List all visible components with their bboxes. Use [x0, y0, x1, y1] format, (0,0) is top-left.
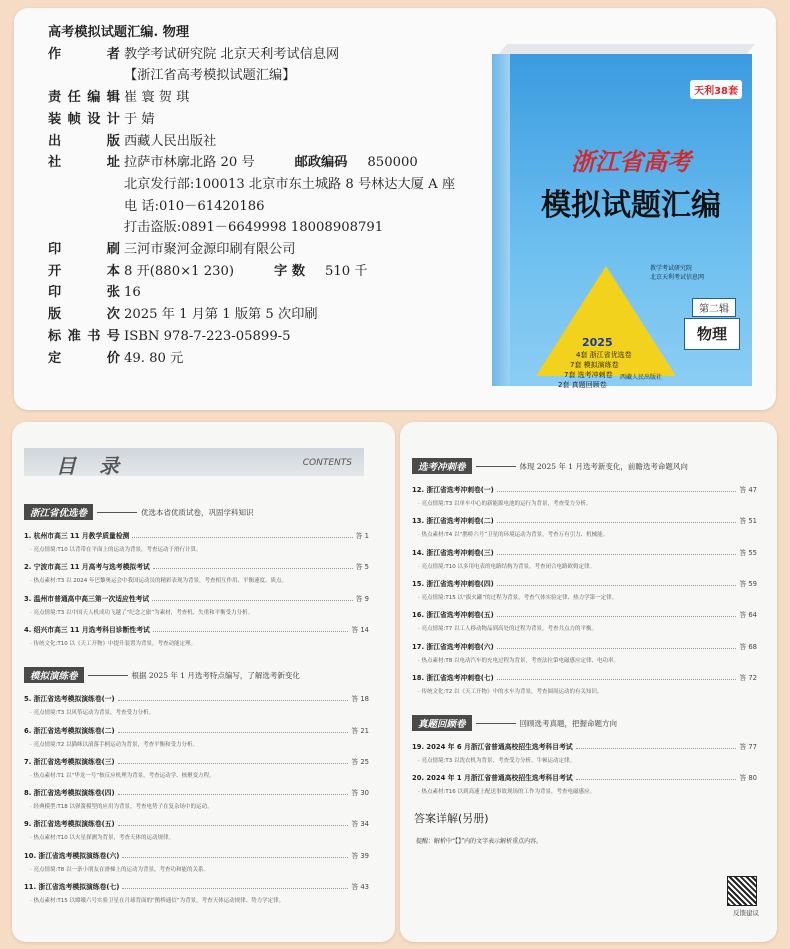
qr-code[interactable]: [727, 876, 757, 906]
section-tag: 选考冲刺卷: [412, 458, 472, 474]
toc-entry-page: 答 5: [355, 563, 369, 572]
toc-entry-page: 答 14: [351, 625, 369, 634]
dot-leader: [497, 554, 737, 555]
toc-entry-desc: · 亮点情境:T10 以多用电表的电路结构为背景，考查闭合电路欧姆定律。: [418, 563, 595, 570]
info-row: [48, 109, 455, 131]
info-value: 2025 年 1 月第 1 版第 5 次印刷: [124, 307, 318, 323]
toc-entry-page: 答 25: [351, 757, 369, 766]
dot-leader: [118, 825, 349, 826]
toc-entry-desc: · 热点素材:T15 以嫦娥六号实验卫星在月球背面的“鹊桥通信”为背景，考查天体运动规律、势力学定律。: [30, 898, 285, 904]
section-note: 根据 2025 年 1 月选考特点编写，了解选考新变化: [131, 670, 300, 680]
toc-entry[interactable]: [412, 547, 757, 570]
brand-logo: 天利38套: [690, 80, 742, 99]
toc-page-left: [12, 422, 395, 942]
info-label: 作 者: [48, 46, 120, 62]
toc-entry[interactable]: [24, 787, 369, 810]
dot-leader: [153, 631, 349, 632]
dot-leader: [153, 568, 353, 569]
section-header: [412, 458, 688, 474]
toc-entry[interactable]: [24, 530, 369, 553]
toc-entry-title: 19. 2024 年 6 月浙江省普通高校招生选考科目考试: [412, 743, 573, 752]
info-value: 电 话:010－61420186: [124, 198, 265, 214]
info-row: [48, 44, 455, 66]
toc-entry-title: 17. 浙江省选考冲刺卷(六): [412, 642, 494, 651]
dot-leader: [497, 648, 737, 649]
section-note: 回顾选考真题，把握命题方向: [519, 718, 618, 728]
info-row: [48, 131, 455, 153]
info-row: [48, 174, 455, 196]
toc-contents-label: CONTENTS: [302, 458, 352, 468]
toc-entry-page: 答 1: [355, 532, 369, 540]
toc-entry-desc: · 亮点情境:T3 以风筝运动为背景，考查受力分析。: [30, 710, 154, 717]
dot-leader: [122, 857, 348, 858]
toc-entry-page: 答 80: [739, 774, 757, 783]
section-divider: [476, 723, 516, 724]
info-value: 于 婧: [124, 111, 155, 127]
dot-leader: [152, 600, 352, 601]
toc-entry-desc: · 亮点情境:T8 以一条小朋友在滑梯上的运动为背景，考查功和能的关系。: [30, 866, 209, 873]
info-label: 版 次: [48, 307, 120, 323]
toc-entry-desc: · 传统文化:T10 以《天工开物》中提升装置为背景，考查动能定理。: [30, 640, 196, 647]
dot-leader: [497, 491, 737, 492]
info-extra-label: 字 数: [274, 263, 306, 279]
toc-entry-title: 15. 浙江省选考冲刺卷(四): [412, 579, 494, 588]
toc-entry-page: 答 64: [739, 611, 757, 620]
info-value: 三河市聚河金源印刷有限公司: [124, 242, 296, 258]
dot-leader: [122, 888, 348, 889]
info-row: [48, 196, 455, 218]
info-value: 拉萨市林廓北路 20 号: [124, 155, 255, 171]
cover-publisher: 西藏人民出版社: [620, 374, 663, 381]
info-row: [48, 87, 455, 109]
subject-badge: 物理: [684, 318, 740, 350]
answers-heading: 答案详解(另册): [414, 812, 489, 825]
cover-author: 教学考试研究院 北京天利考试信息网: [650, 265, 705, 281]
info-value: 49. 80 元: [124, 350, 184, 366]
toc-entry[interactable]: [412, 515, 757, 538]
copyright-page: [14, 8, 776, 410]
toc-entry-title: 14. 浙江省选考冲刺卷(三): [412, 548, 494, 557]
toc-entry[interactable]: [24, 593, 369, 616]
toc-entry-desc: · 经典模型:T18 以弹簧模型的应用为背景，考查电势子在复杂场中的运动。: [30, 804, 213, 811]
toc-entry-page: 答 55: [739, 548, 757, 557]
toc-entry-title: 11. 浙江省选考模拟演练卷(七): [24, 883, 120, 891]
toc-entry-desc: · 热点素材:T10 以火星探测为背景，考查天体的运动规律。: [30, 835, 174, 842]
toc-entry-title: 16. 浙江省选考冲刺卷(五): [412, 611, 494, 620]
toc-entry-page: 答 18: [351, 695, 369, 704]
toc-entry-page: 答 59: [739, 579, 757, 588]
toc-entry[interactable]: [24, 881, 369, 904]
toc-entry-title: 2. 宁波市高三 11 月高考与选考模拟考试: [24, 563, 150, 572]
section-header: [24, 667, 300, 683]
toc-entry[interactable]: [412, 672, 757, 695]
toc-entry[interactable]: [24, 756, 369, 779]
info-label: 社 址: [48, 155, 120, 171]
section-note: 优选本省优质试卷，巩固学科知识: [141, 507, 254, 517]
toc-entry-desc: · 热点素材:T1 以“华龙一号”核反应机理为背景，考查运动学、核聚变方程。: [30, 772, 215, 779]
toc-entry-desc: · 热点素材:T4 以“鹊桥六号”卫星的环境运动为背景，考查万有引力、机械能。: [418, 532, 609, 539]
copyright-info: [48, 22, 455, 369]
toc-entry-title: 10. 浙江省选考模拟演练卷(六): [24, 851, 120, 860]
info-label: [48, 217, 120, 239]
section-header: [412, 715, 617, 731]
toc-entry[interactable]: [24, 850, 369, 873]
cover-title-main: 模拟试题汇编: [541, 188, 721, 223]
toc-entry-title: 12. 浙江省选考冲刺卷(一): [412, 486, 494, 494]
toc-entry-page: 答 39: [351, 851, 369, 860]
dot-leader: [118, 763, 349, 764]
book-cip-title: 高考模拟试题汇编. 物理: [48, 25, 190, 40]
info-label: 印 刷: [48, 242, 120, 258]
toc-entry-title: 3. 温州市普通高中高三第一次适应性考试: [24, 594, 150, 603]
toc-entry-desc: · 亮点情境:T2 以猫咪以滚落手柄运动为背景，考查平衡和受力分析。: [30, 741, 198, 748]
dot-leader: [576, 748, 737, 749]
toc-entry-title: 13. 浙江省选考冲刺卷(二): [412, 517, 494, 526]
info-label: 定 价: [48, 350, 120, 366]
section-tag: 浙江省优选卷: [24, 504, 93, 520]
info-row: [48, 348, 455, 370]
section-divider: [476, 466, 516, 467]
toc-entry-desc: · 热点素材:T3 以 2024 年巴黎奥运会中我国运动员的精彩表现为背景，考查相互作用、平衡速度、质点。: [30, 578, 287, 585]
info-row: [48, 326, 455, 348]
toc-entry-title: 18. 浙江省选考冲刺卷(七): [412, 673, 494, 682]
cover-item-4: 2套 真题回顾卷: [558, 381, 607, 389]
qr-label: 反馈建议: [733, 909, 759, 917]
book-cover: [492, 44, 762, 389]
book-spine: [492, 54, 510, 386]
info-label: [48, 196, 120, 218]
toc-entry[interactable]: [412, 641, 757, 664]
info-row: [48, 239, 455, 261]
toc-entry[interactable]: [24, 624, 369, 647]
toc-entry-page: 答 43: [351, 883, 369, 891]
toc-entry-title: 1. 杭州市高三 11 月教学质量检测: [24, 532, 130, 540]
toc-entry[interactable]: [412, 741, 757, 764]
toc-entry-title: 4. 绍兴市高三 11 月选考科目诊断性考试: [24, 625, 150, 634]
info-extra-value: 510 千: [325, 263, 368, 279]
toc-entry-page: 答 72: [739, 673, 757, 682]
toc-entry[interactable]: [24, 725, 369, 748]
toc-entry-title: 8. 浙江省选考模拟演练卷(四): [24, 789, 115, 798]
section-tag: 模拟演练卷: [24, 667, 84, 683]
toc-entry-desc: · 亮点情境:T3 以单车中心的新能源电池的运行为背景，考查受力分析。: [418, 501, 592, 507]
info-row: [48, 282, 455, 304]
section-divider: [97, 512, 137, 513]
info-label: 责任编辑: [48, 90, 120, 106]
dot-leader: [497, 585, 737, 586]
toc-entry-page: 答 47: [739, 486, 757, 494]
section-tag: 真题回顾卷: [412, 715, 472, 731]
info-value: 打击盗版:0891－6649998 18008908791: [124, 220, 384, 236]
info-label: 印 张: [48, 285, 120, 301]
section-header: [24, 504, 254, 520]
toc-entry-desc: · 传统文化:T2 以《天工开物》中的水车为背景，考查圆周运动的有关知识。: [418, 688, 603, 695]
info-label: [48, 174, 120, 196]
toc-entry[interactable]: [412, 578, 757, 601]
dot-leader: [497, 679, 737, 680]
dot-leader: [118, 700, 349, 701]
info-label: 开 本: [48, 263, 120, 279]
dot-leader: [497, 616, 737, 617]
toc-entry-title: 9. 浙江省选考模拟演练卷(五): [24, 820, 115, 829]
toc-entry-title: 6. 浙江省选考模拟演练卷(二): [24, 726, 115, 735]
info-extra-value: 850000: [367, 155, 418, 171]
dot-leader: [576, 779, 737, 780]
cover-year: 2025: [582, 336, 613, 349]
info-row: [48, 65, 455, 87]
info-value: 16: [124, 285, 141, 301]
section-divider: [88, 675, 128, 676]
cover-title-top: 浙江省高考: [571, 147, 691, 176]
info-value: 8 开(880×1 230): [124, 263, 235, 279]
toc-entry-page: 答 21: [351, 726, 369, 735]
book-face: [510, 54, 752, 389]
toc-entry-desc: · 热点素材:T16 以到高速上配送事故现场的工作为背景，考查电磁感应。: [418, 789, 595, 796]
section-note: 体现 2025 年 1 月选考新变化，前瞻选考命题风向: [519, 461, 688, 471]
edition-badge: 第二辑: [692, 298, 736, 317]
answers-note: 提醒：解析中“【】”内的文字表示解析重点内容。: [416, 838, 543, 845]
dot-leader: [132, 537, 352, 538]
toc-entry-desc: · 亮点情境:T3 以洗衣机为背景，考查受力分析、牛顿运动定律。: [418, 758, 575, 765]
toc-entry-desc: · 亮点情境:T10 以背带在平面上的运动为背景，考查运动于滑行计算。: [30, 547, 202, 553]
toc-entry-page: 答 77: [739, 743, 757, 752]
cover-item-2: 7套 模拟演练卷: [570, 361, 619, 369]
info-value: ISBN 978-7-223-05899-5: [124, 328, 291, 344]
toc-entry-page: 答 30: [351, 789, 369, 798]
info-label: 出 版: [48, 133, 120, 149]
info-value: 【浙江省高考模拟试题汇编】: [124, 68, 296, 84]
toc-entry-page: 答 9: [355, 594, 369, 603]
toc-entry[interactable]: [24, 561, 369, 584]
info-row: [48, 152, 455, 174]
toc-entry[interactable]: [24, 818, 369, 841]
info-label: [48, 65, 120, 87]
toc-entry-page: 答 34: [351, 820, 369, 829]
toc-entry-desc: · 亮点情境:T3 以中国天人机成功飞越了“纪念之旅”为素材，考查机、失重和平衡受力分析。: [30, 609, 254, 616]
toc-entry-title: 20. 2024 年 1 月浙江省普通高校招生选考科目考试: [412, 774, 573, 783]
toc-entry[interactable]: [412, 484, 757, 507]
info-row: [48, 217, 455, 239]
info-value: 北京发行部:100013 北京市东土城路 8 号林达大厦 A 座: [124, 176, 456, 192]
info-row: [48, 261, 455, 283]
info-label: 标准书号: [48, 328, 120, 344]
toc-entry[interactable]: [24, 693, 369, 716]
toc-page-right: [400, 422, 777, 942]
info-value: 西藏人民出版社: [124, 133, 217, 149]
dot-leader: [118, 794, 349, 795]
toc-title: 目 录: [56, 454, 127, 478]
toc-entry-desc: · 亮点情境:T15 以“拔火罐”的过程为背景，考查气体实验定律、热力学第一定律。: [418, 594, 618, 601]
toc-entry-title: 5. 浙江省选考模拟演练卷(一): [24, 695, 115, 704]
toc-entry[interactable]: [412, 772, 757, 795]
toc-entry-title: 7. 浙江省选考模拟演练卷(三): [24, 757, 115, 766]
info-value: 崔 寰 贺 琪: [124, 90, 190, 106]
cover-item-1: 4套 浙江省优选卷: [576, 351, 632, 359]
toc-header: [24, 448, 364, 476]
toc-entry-desc: · 热点素材:T8 以电动汽车的充电过程为背景，考查法拉第电磁感应定律、电功率。: [418, 657, 619, 664]
info-extra-label: 邮政编码: [294, 155, 348, 171]
info-label: 装帧设计: [48, 111, 120, 127]
toc-entry-desc: · 亮点情境:T7 以工人移动物品到高处的过程为背景，考查共点力的平衡。: [418, 626, 597, 633]
info-row: [48, 304, 455, 326]
dot-leader: [497, 522, 737, 523]
toc-entry[interactable]: [412, 609, 757, 632]
cover-item-3: 7套 选考冲刺卷: [564, 371, 613, 379]
toc-entry-page: 答 68: [739, 642, 757, 651]
dot-leader: [118, 732, 349, 733]
toc-entry-page: 答 51: [739, 517, 757, 526]
info-value: 教学考试研究院 北京天利考试信息网: [124, 46, 340, 62]
